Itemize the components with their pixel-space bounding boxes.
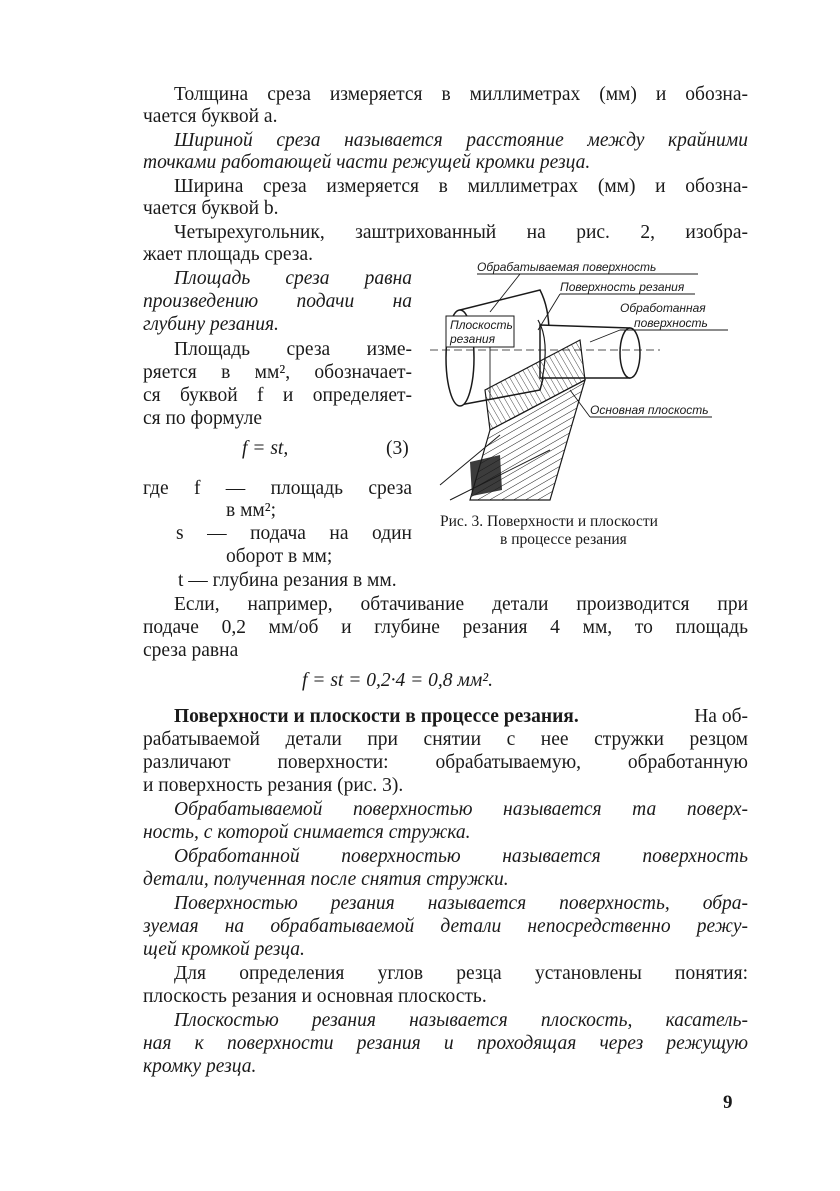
definition-width-line2: точками работающей части режущей кромки резца. (143, 152, 591, 173)
where-t-line: t — глубина резания в мм. (178, 570, 397, 591)
def-cutting-surface-line2: зуемая на обрабатываемой детали непосредственно режу- (143, 916, 748, 937)
paragraph-width-line2: чается буквой b. (143, 198, 279, 219)
where-s-line2: оборот в мм; (226, 546, 333, 567)
definition-area-line2: произведению подачи на (143, 291, 412, 312)
paragraph-thickness-line2: чается буквой a. (143, 106, 278, 127)
def-cutting-plane-line3: кромку резца. (143, 1056, 257, 1077)
definition-width-line1: Шириной среза называется расстояние между крайними (174, 130, 748, 151)
label-cutting-plane-2: резания (450, 332, 496, 346)
paragraph-thickness-line1: Толщина среза измеряется в миллиметрах (мм) и обозна- (174, 84, 748, 105)
example-line1: Если, например, обтачивание детали производится при (174, 594, 748, 615)
where-f-line2: в мм²; (226, 500, 277, 521)
paragraph-width-line1: Ширина среза измеряется в миллиметрах (мм) и обозна- (174, 176, 748, 197)
label-machined-2: поверхность (634, 316, 708, 330)
where-f-line1: где f — площадь среза (143, 478, 412, 499)
paragraph-area-line4: ся по формуле (143, 408, 263, 429)
def-machined-line1: Обработанной поверхностью называется поверхность (174, 846, 748, 867)
figure-caption-line1: Рис. 3. Поверхности и плоскости (440, 513, 658, 530)
example-line3: среза равна (143, 640, 239, 661)
paragraph-area-line2: ряется в мм², обозначает- (143, 362, 412, 383)
formula-example: f = st = 0,2·4 = 0,8 мм². (302, 670, 494, 691)
figure-3-drawing (430, 250, 760, 512)
section-line4: и поверхность резания (рис. 3). (143, 775, 404, 796)
paragraph-area-line1: Площадь среза изме- (174, 339, 412, 360)
section-line3: различают поверхности: обрабатываемую, обработанную (143, 752, 748, 773)
label-work-surface: Обрабатываемая поверхность (477, 260, 657, 274)
paragraph-area-line3: ся буквой f и определяет- (143, 385, 412, 406)
section-line1-rest: На об- (694, 706, 748, 727)
label-cutting-surface: Поверхность резания (560, 280, 685, 294)
paragraph-angles-line2: плоскость резания и основная плоскость. (143, 986, 487, 1007)
section-line2: рабатываемой детали при снятии с нее стружки резцом (143, 729, 748, 750)
def-cutting-surface-line3: щей кромкой резца. (143, 939, 305, 960)
formula-number: (3) (386, 438, 409, 459)
paragraph-quad-line1: Четырехугольник, заштрихованный на рис. 2, изобра- (174, 222, 748, 243)
definition-area-line3: глубину резания. (143, 314, 279, 335)
figure-3 (430, 250, 760, 512)
def-work-surface-line2: ность, с которой снимается стружка. (143, 822, 471, 843)
page-number: 9 (723, 1092, 733, 1113)
paragraph-quad-line2: жает площадь среза. (143, 244, 313, 265)
def-work-surface-line1: Обрабатываемой поверхностью называется та поверх- (174, 799, 748, 820)
paragraph-angles-line1: Для определения углов резца установлены понятия: (174, 963, 748, 984)
figure-caption-line2: в процессе резания (500, 531, 627, 548)
def-machined-line2: детали, полученная после снятия стружки. (143, 869, 509, 890)
def-cutting-surface-line1: Поверхностью резания называется поверхность, обра- (174, 893, 748, 914)
definition-area-line1: Площадь среза равна (174, 268, 412, 289)
formula-area: f = st, (242, 438, 289, 459)
example-line2: подаче 0,2 мм/об и глубине резания 4 мм, то площадь (143, 617, 748, 638)
where-s-line1: s — подача на один (176, 523, 412, 544)
section-heading-line (174, 706, 748, 728)
label-cutting-plane-1: Плоскость (450, 318, 513, 332)
def-cutting-plane-line1: Плоскостью резания называется плоскость, касатель- (174, 1010, 748, 1031)
def-cutting-plane-line2: ная к поверхности резания и проходящая через режущую (143, 1033, 748, 1054)
label-machined-1: Обработанная (620, 301, 706, 315)
label-base-plane: Основная плоскость (590, 403, 709, 417)
section-heading: Поверхности и плоскости в процессе резания. (174, 706, 579, 727)
